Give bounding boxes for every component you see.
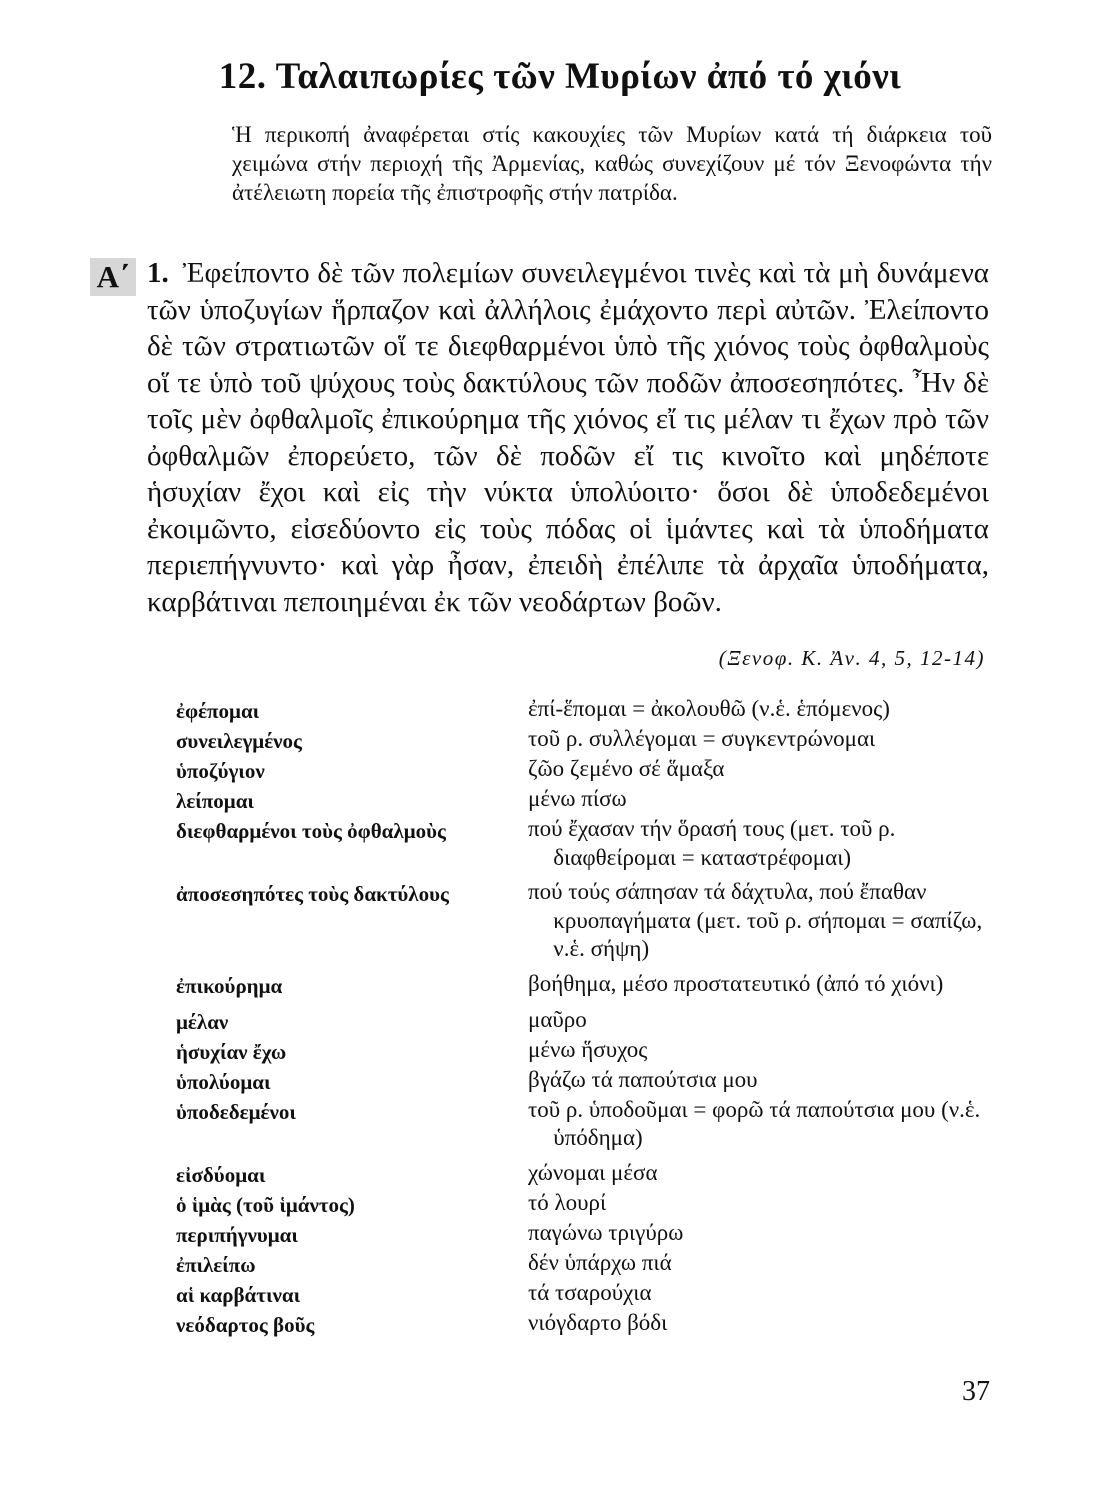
glossary-term: εἰσδύομαι [176, 1162, 266, 1187]
chapter-title: 12. Ταλαιπωρίες τῶν Μυρίων ἀπό τό χιόνι [218, 56, 902, 97]
section-mark: Α΄ [90, 258, 136, 296]
glossary-term: ὑποδεδεμένοι [176, 1099, 296, 1124]
glossary-term: περιπήγνυμαι [176, 1222, 298, 1247]
ancient-text-body: Ἐφείποντο δὲ τῶν πολεμίων συνειλεγμένοι τινὲς καὶ τὰ μὴ δυνάμενα τῶν ὑποζυγίων ἥρπαζον καὶ ἀλλήλοις ἐμάχοντο περὶ αὐτῶν. Ἐλείποντο δὲ τῶν στρατιωτῶν οἵ τε διεφθαρμένοι ὑπὸ τῆς χιόνος τοὺς ὀφθαλμοὺς οἵ τε ὑπὸ τοῦ ψύχους τοὺς δακτύλους τῶν ποδῶν ἀποσεσηπότες. Ἦν δὲ τοῖς μὲν ὀφθαλμοῖς ἐπικούρημα τῆς χιόνος εἴ τις μέλαν τι ἔχων πρὸ τῶν ὀφθαλμῶν ἐπορεύετο, τῶν δὲ ποδῶν εἴ τις κινοῖτο καὶ μηδέποτε ἡσυχίαν ἔχοι καὶ εἰς τὴν νύκτα ὑπολύοιτο· ὅσοι δὲ ὑποδεδεμένοι ἐκοιμῶντο, εἰσεδύοντο εἰς τοὺς πόδας οἱ ἱμάντες καὶ τὰ ὑποδήματα περιεπήγνυντο· καὶ γὰρ ἦσαν, ἐπειδὴ ἐπέλιπε τὰ ἀρχαῖα ὑποδήματα, καρβάτιναι πεποιημέναι ἐκ τῶν νεοδάρτων βοῶν. [147, 257, 989, 618]
glossary-term: ὑποζύγιον [176, 759, 265, 783]
glossary-definition: ζῶο ζεμένο σέ ἅμαξα [528, 756, 725, 781]
glossary-row [176, 1189, 996, 1219]
glossary-definition: τά τσαρούχια [528, 1279, 652, 1305]
glossary-row [176, 1309, 996, 1339]
source-citation: (Ξενοφ. Κ. Ἀν. 4, 5, 12-14) [718, 646, 985, 670]
glossary-definition: βγάζω τά παπούτσια μου [528, 1066, 758, 1092]
glossary-term: ἀποσεσηπότες τοὺς δακτύλους [176, 882, 449, 906]
glossary-row [176, 815, 996, 872]
glossary-definition: τό λουρί [528, 1189, 607, 1215]
page-number: 37 [962, 1376, 990, 1407]
glossary-term: ἡσυχίαν ἔχω [176, 1039, 287, 1064]
glossary-row [176, 725, 996, 755]
glossary-term: ἐφέπομαι [176, 699, 260, 723]
glossary-definition: χώνομαι μέσα [528, 1159, 658, 1185]
glossary-term: διεφθαρμένοι τοὺς ὀφθαλμοὺς [176, 819, 446, 843]
glossary-term: αἱ καρβάτιναι [176, 1282, 301, 1307]
paragraph-number: 1. [147, 257, 169, 289]
glossary-row [176, 1249, 996, 1279]
glossary-definition: νιόγδαρτο βόδι [528, 1309, 668, 1335]
glossary-term: νεόδαρτος βοῦς [176, 1312, 315, 1337]
glossary-definition: μένω πίσω [528, 786, 627, 811]
glossary-row [176, 1279, 996, 1309]
glossary-term: ἐπιλείπω [176, 1252, 256, 1277]
glossary-row [176, 755, 996, 785]
glossary-definition: πού τούς σάπησαν τά δάχτυλα, πού ἔπαθαν κρυοπαγήματα (μετ. τοῦ ρ. σήπομαι = σαπίζω, ν.ἑ. σήψη) [528, 879, 983, 961]
glossary-definition: βοήθημα, μέσο προστατευτικό (ἀπό τό χιόνι) [528, 970, 944, 996]
chapter-intro: Ἡ περικοπή ἀναφέρεται στίς κακουχίες τῶν Μυρίων κατά τή διάρκεια τοῦ χειμώνα στήν περιοχή τῆς Ἀρμενίας, καθώς συνεχίζουν μέ τόν Ξενοφώντα τήν ἀτέλειωτη πορεία τῆς ἐπιστροφῆς στήν πατρίδα. [232, 122, 992, 205]
glossary-row [176, 878, 996, 964]
glossary-row [176, 1219, 996, 1249]
ancient-text [147, 255, 989, 620]
glossary-row [176, 1036, 996, 1066]
glossary-term: συνειλεγμένος [176, 729, 302, 753]
glossary-row [176, 695, 996, 725]
glossary-row [176, 785, 996, 815]
glossary-row [176, 1066, 996, 1096]
glossary-term: ὁ ἱμὰς (τοῦ ἱμάντος) [176, 1192, 355, 1217]
glossary-definition: τοῦ ρ. συλλέγομαι = συγκεντρώνομαι [528, 726, 876, 751]
glossary-definition: ἐπί-ἕπομαι = ἀκολουθῶ (ν.ἑ. ἑπόμενος) [528, 696, 890, 721]
glossary-term: λείπομαι [176, 789, 254, 813]
glossary-row [176, 1096, 996, 1153]
glossary-term: ὑπολύομαι [176, 1069, 271, 1094]
glossary-definition: παγώνω τριγύρω [528, 1219, 684, 1245]
glossary-definition: τοῦ ρ. ὑποδοῦμαι = φορῶ τά παπούτσια μου (ν.ἑ. ὑπόδημα) [528, 1096, 981, 1150]
glossary [176, 695, 996, 1339]
glossary-definition: μαῦρο [528, 1006, 587, 1032]
glossary-definition: δέν ὑπάρχω πιά [528, 1249, 672, 1275]
glossary-term: ἐπικούρημα [176, 973, 283, 998]
glossary-definition: μένω ἥσυχος [528, 1036, 648, 1062]
glossary-definition: πού ἔχασαν τήν ὅρασή τους (μετ. τοῦ ρ. διαφθείρομαι = καταστρέφομαι) [528, 816, 896, 870]
glossary-row [176, 970, 996, 1000]
glossary-row [176, 1006, 996, 1036]
glossary-row [176, 1159, 996, 1189]
glossary-term: μέλαν [176, 1009, 229, 1034]
